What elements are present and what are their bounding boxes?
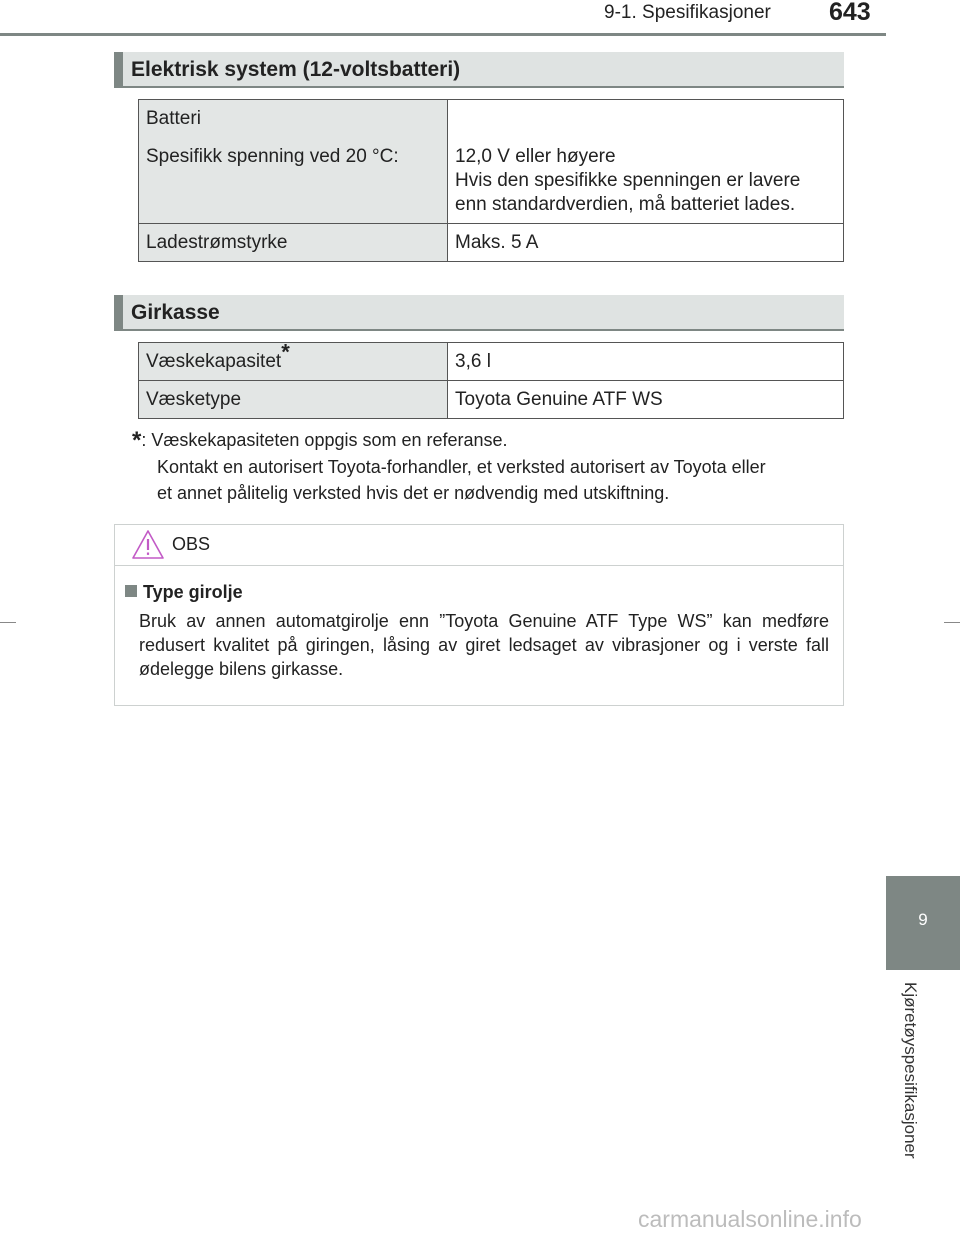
section-header-bar (114, 52, 123, 86)
voltage-note-line: Hvis den spesifikke spenningen er lavere (455, 170, 801, 191)
current-label: Ladestrømstyrke (146, 231, 288, 253)
fluid-type-value: Toyota Genuine ATF WS (455, 388, 663, 410)
electrical-spec-table (138, 99, 844, 262)
table-row (139, 224, 844, 262)
footnote-marker: * (281, 339, 290, 365)
footnote-line: et annet pålitelig verksted hvis det er nødvendig med utskiftning. (157, 483, 670, 503)
section-header-electrical (114, 52, 844, 88)
footnote (132, 427, 844, 506)
header-rule (0, 33, 886, 36)
chapter-tab (886, 876, 960, 970)
table-value-cell (448, 343, 844, 381)
footnote-text: : Væskekapasiteten oppgis som en referanse. (141, 430, 508, 450)
chapter-number: 9 (918, 910, 928, 929)
voltage-value: 12,0 V eller høyere (455, 146, 616, 167)
capacity-label: Væskekapasitet (146, 350, 282, 372)
warning-triangle-icon (131, 529, 165, 560)
table-key-cell (139, 224, 448, 262)
crop-tick-right (944, 622, 960, 623)
chapter-label: Kjøretøyspesifikasjoner (901, 982, 920, 1159)
section-title: Elektrisk system (12-voltsbatteri) (131, 58, 461, 81)
watermark: carmanualsonline.info (638, 1206, 862, 1232)
table-value-cell (448, 381, 844, 419)
section-title: Girkasse (131, 301, 220, 324)
square-bullet-icon (125, 585, 137, 597)
notice-title: OBS (172, 534, 211, 554)
table-row (139, 381, 844, 419)
table-value-cell (448, 224, 844, 262)
table-key-cell (139, 100, 448, 224)
section-header-gearbox (114, 295, 844, 331)
footnote-line (132, 427, 844, 454)
voltage-note-line: enn standardverdien, må batteriet lades. (455, 194, 796, 215)
notice-box (114, 524, 844, 706)
capacity-value: 3,6 l (455, 350, 491, 372)
section-header-bar (114, 295, 123, 329)
notice-subtitle (125, 582, 243, 603)
table-key-cell (139, 339, 448, 381)
notice-body: Bruk av annen automatgirolje enn ”Toyota Genuine ATF Type WS” kan medføre redusert kvalitet på giringen, låsing av giret ledsaget av vibrasjoner og i verste fall ødelegge bilens girkasse. (139, 611, 829, 679)
notice-subtitle-text: Type girolje (143, 582, 243, 602)
voltage-label: Spesifikk spenning ved 20 °C: (146, 146, 399, 167)
crop-tick-left (0, 622, 16, 623)
table-key-cell (139, 381, 448, 419)
table-value-cell (448, 100, 844, 224)
footnote-line: Kontakt en autorisert Toyota-forhandler, et verksted autorisert av Toyota eller (157, 457, 766, 477)
header-section-title: 9-1. Spesifikasjoner (604, 2, 771, 23)
footnote-asterisk: * (132, 427, 142, 454)
page-number: 643 (829, 0, 871, 26)
table-row (139, 100, 844, 224)
gearbox-spec-table (138, 339, 844, 419)
fluid-type-label: Væsketype (146, 388, 242, 410)
battery-label: Batteri (146, 108, 201, 129)
table-row (139, 343, 844, 381)
notice-header (115, 525, 843, 566)
current-value: Maks. 5 A (455, 231, 539, 253)
